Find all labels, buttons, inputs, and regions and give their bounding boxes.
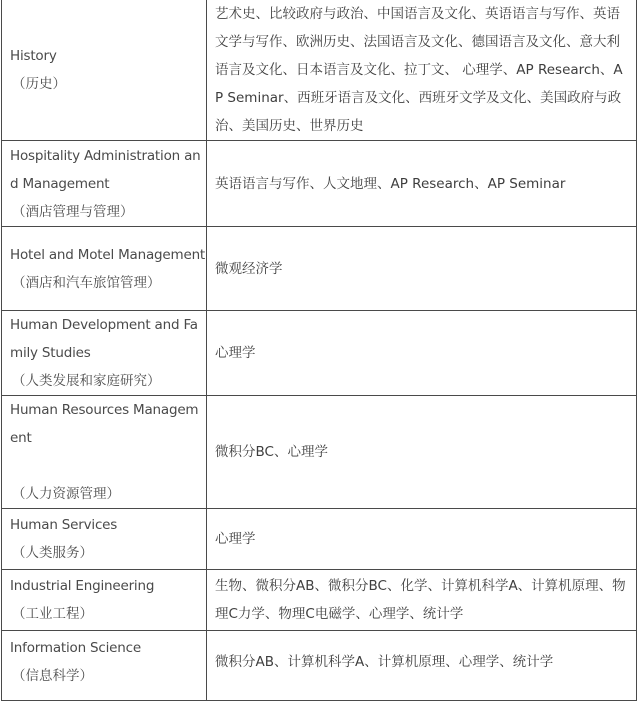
recommended-courses: 微积分AB、计算机科学A、计算机原理、心理学、统计学 xyxy=(215,654,554,670)
major-cell xyxy=(2,141,207,227)
major-name-zh: （信息科学） xyxy=(12,668,93,684)
recommended-courses: 艺术史、比较政府与政治、中国语言及文化、英语语言与写作、英语文学与写作、欧洲历史、法国语言及文化、德国语言及文化、意大利语言及文化、日本语言及文化、拉丁文、 心理学、AP Research、AP Seminar、西班牙语言及文化、西班牙文学及文化、美国政府与政治、美国历史、世界历史 xyxy=(215,5,623,134)
major-name-en: Human Services xyxy=(10,517,118,533)
major-name-zh: （酒店管理与管理） xyxy=(12,203,134,220)
major-cell xyxy=(2,0,207,141)
courses-cell xyxy=(207,631,637,701)
major-cell xyxy=(2,631,207,701)
recommended-courses: 微积分BC、心理学 xyxy=(215,444,328,460)
major-name-en: Human Resources Management xyxy=(10,402,199,446)
recommended-courses: 心理学 xyxy=(215,345,256,361)
major-cell xyxy=(2,311,207,396)
major-name-zh: （酒店和汽车旅馆管理） xyxy=(12,274,161,291)
table-row xyxy=(2,509,637,570)
major-cell xyxy=(2,227,207,311)
table-row xyxy=(2,396,637,509)
spacer xyxy=(10,452,206,480)
major-name-zh: （人类服务） xyxy=(12,545,93,561)
major-name-zh: （人力资源管理） xyxy=(12,486,120,502)
courses-cell xyxy=(207,509,637,570)
table-row xyxy=(2,570,637,631)
recommended-courses: 微观经济学 xyxy=(215,260,283,277)
major-course-table xyxy=(1,0,637,701)
major-name-zh: （历史） xyxy=(12,75,66,92)
major-cell xyxy=(2,570,207,631)
major-name-en: Hospitality Administration and Management xyxy=(10,147,201,192)
table-row xyxy=(2,631,637,701)
major-name-en: Hotel and Motel Management xyxy=(10,246,206,263)
courses-cell xyxy=(207,227,637,311)
major-cell xyxy=(2,396,207,509)
courses-cell xyxy=(207,311,637,396)
courses-cell xyxy=(207,141,637,227)
recommended-courses: 生物、微积分AB、微积分BC、化学、计算机科学A、计算机原理、物理C力学、物理C电磁学、心理学、统计学 xyxy=(215,578,626,622)
recommended-courses: 英语语言与写作、人文地理、AP Research、AP Seminar xyxy=(215,175,566,192)
major-name-en: Human Development and Family Studies xyxy=(10,317,198,361)
table-row xyxy=(2,311,637,396)
major-name-zh: （人类发展和家庭研究） xyxy=(12,373,161,389)
table-row xyxy=(2,141,637,227)
major-name-zh: （工业工程） xyxy=(12,606,93,622)
recommended-courses: 心理学 xyxy=(215,531,256,547)
major-name-en: Industrial Engineering xyxy=(10,578,155,594)
courses-cell xyxy=(207,570,637,631)
major-name-en: Information Science xyxy=(10,640,141,656)
courses-cell xyxy=(207,0,637,141)
table-row xyxy=(2,0,637,141)
major-cell xyxy=(2,509,207,570)
courses-cell xyxy=(207,396,637,509)
major-name-en: History xyxy=(10,47,57,64)
table-row xyxy=(2,227,637,311)
